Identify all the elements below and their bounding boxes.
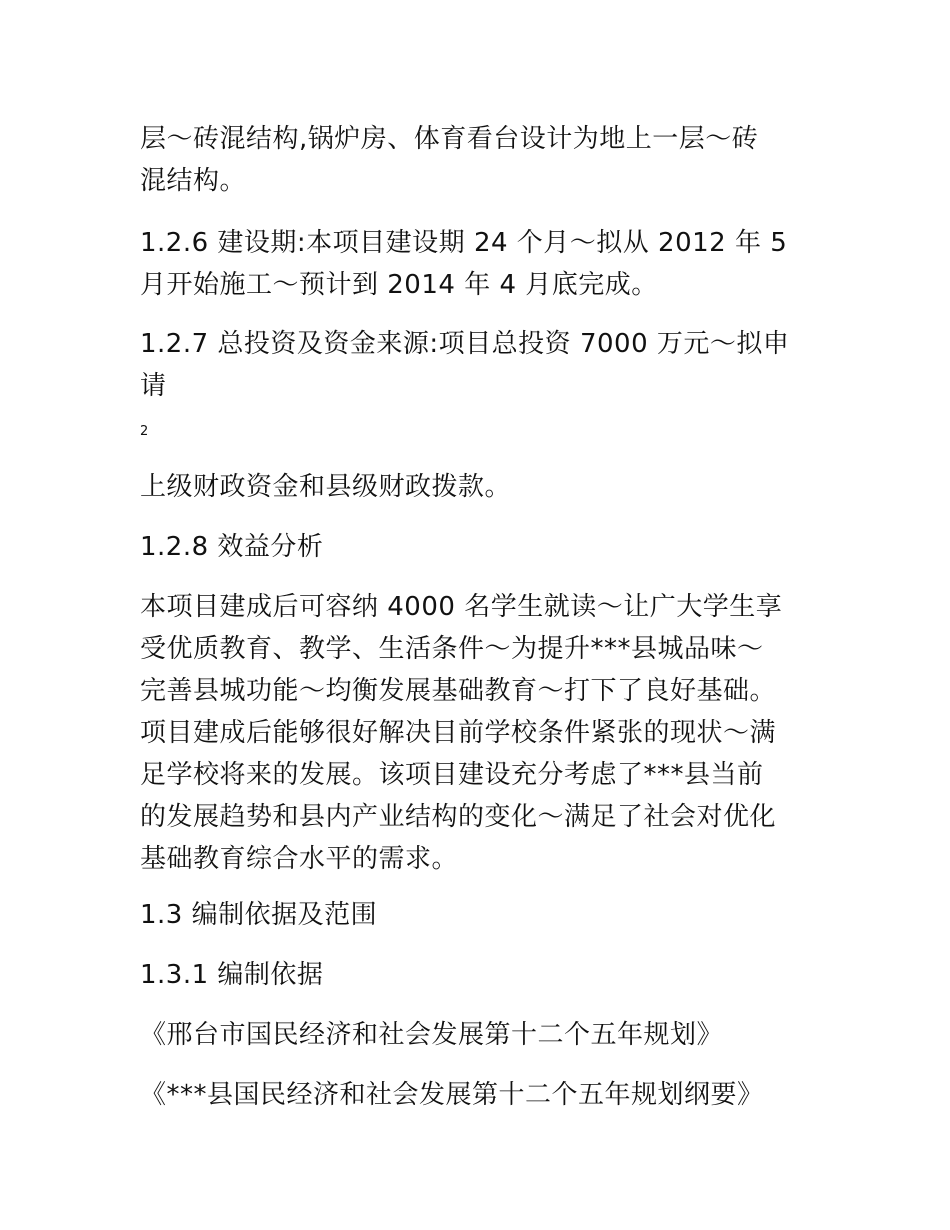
heading-basis: 1.3.1 编制依据: [140, 960, 324, 990]
reference-xingtai-plan: 《邢台市国民经济和社会发展第十二个五年规划》: [140, 1020, 724, 1050]
paragraph-benefit-body: 本项目建成后可容纳 4000 名学生就读～让广大学生享 受优质教育、教学、生活条件～为提升***县城品味～ 完善县城功能～均衡发展基础教育～打下了良好基础。 项目建成后能够很好解决目前学校条件紧张的现状～满 足学校将来的发展。该项目建设充分考虑了***县当前 的发展趋势和县内产业结构的变化～满足了社会对优化 基础教育综合水平的需求。: [140, 592, 783, 874]
heading-basis-and-scope: 1.3 编制依据及范围: [140, 900, 378, 930]
paragraph-funding-source: 上级财政资金和县级财政拨款。: [140, 472, 512, 502]
heading-benefit-analysis: 1.2.8 效益分析: [140, 532, 324, 562]
page-number: 2: [140, 424, 149, 439]
paragraph-investment: 1.2.7 总投资及资金来源:项目总投资 7000 万元～拟申 请: [140, 329, 790, 401]
paragraph-construction-period: 1.2.6 建设期:本项目建设期 24 个月～拟从 2012 年 5 月开始施工～预计到 2014 年 4 月底完成。: [140, 228, 788, 300]
reference-county-plan: 《***县国民经济和社会发展第十二个五年规划纲要》: [140, 1080, 764, 1110]
paragraph-structure-continued: 层～砖混结构,锅炉房、体育看台设计为地上一层～砖 混结构。: [140, 124, 759, 196]
